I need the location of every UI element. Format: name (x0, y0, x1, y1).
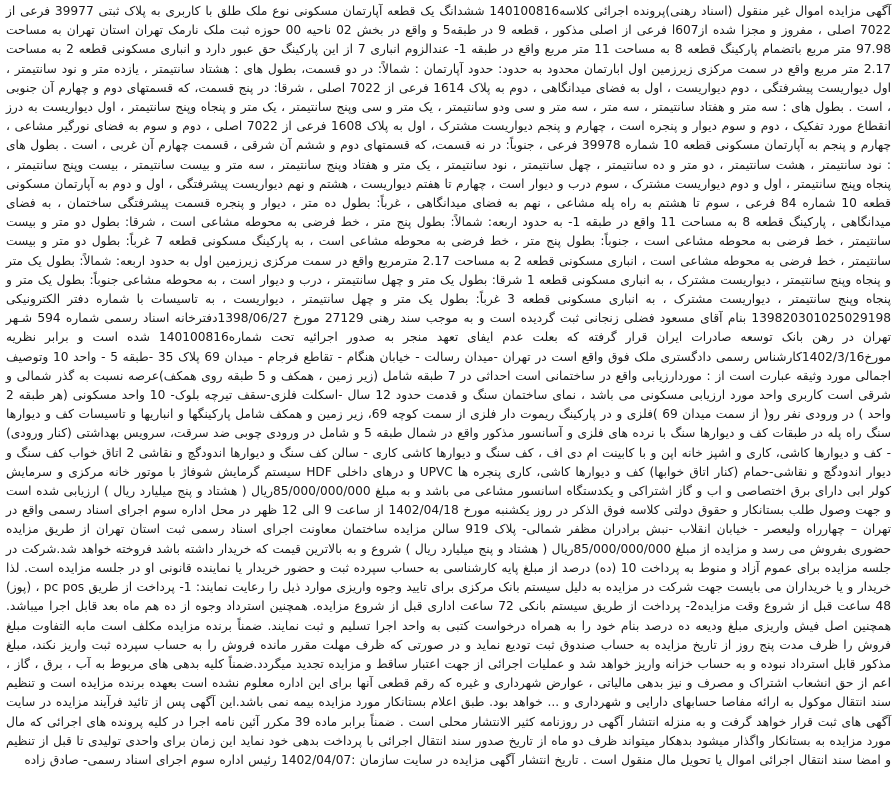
auction-notice-body: آگهی مزایده اموال غیر منقول (اسناد رهنی)پرونده اجرائی کلاسه140100816 ششدانگ یک قطعه آپارتمان مسکونی نوع ملک طلق با کاربری به پلاک ثبتی 39977 فرعی از 7022 اصلی ، مفروز و مجزا شده ازl607 فرعی از اصلی مذکور ، قطعه 9 در طبقه5 و واقع در بخش 02 ناحیه 00 حوزه ثبت ملک نارمک تهران استان تهران به مساحت 97.98 متر مربع باتضمام پارکینگ قطعه 8 به مساحت 11 متر مربع واقع در طبقه 1- عندالزوم انباری 7 از این پارکینگ حق عبور دارد و انباری مسکونی قطعه 2 به مساحت 2.17 متر مربع واقع در سمت مرکزی زیرزمین اول ابارتمان محدود به حدود: حدود آپارتمان : شمالاً: در دو قسمت، بطول های : هشتاد سانتیمتر ، یازده متر و نود سانتیمتر ، اول دیواریست پیشرفتگی ، دوم دیواریست ، اول به فضای میدانگاهی ، دوم به پلاک 1614 فرعی از 7022 اصلی ، شرقا: در پنج قسمت، که قسمتهای دوم و چهارم آن جنوبی ، است . بطول های : سه متر و هفتاد سانتیمتر ، سه متر ، سه متر و سی ودو سانتیمتر ، یک متر و سی وپنج سانتیمتر ، یک متر و پنجاه وپنج سانتیمتر ، اول دیواریست به درز انقطاع مورد تفکیک ، دوم و سوم دیوار و پنجره است ، چهارم و پنجم دیواریست مشترک ، اول به پلاک 1608 فرعی از 7022 اصلی ، دوم و سوم به فضای نورگیر مشاعی ، چهارم و پنجم به آپارتمان مسکونی قطعه 10 شماره 39978 فرعی ، جنوباً: در نه قسمت، که قسمتهای دوم و ششم آن شرقی ، قسمت چهارم آن غربی ، است . بطول های : نود سانتیمتر ، هشت سانتیمتر ، دو متر و ده سانتیمتر ، چهل سانتیمتر ، نود سانتیمتر ، یک متر و هفتاد وپنج سانتیمتر ، سه متر و بیست سانتیمتر ، بیست وپنج سانتیمتر ، پنجاه وپنج سانتیمتر ، اول و دوم دیواریست مشترک ، سوم درب و دیوار است ، چهارم تا هفتم دیواریست ، هشتم و نهم دیواریست پیشرفتگی ، اول و دوم به آپارتمان مسکونی قطعه 10 شماره 84 فرعی ، سوم تا هشتم به راه پله مشاعی ، نهم به فضای میدانگاهی ، غرباً: بطول ده متر ، دیوار و پنجره قسمت پیشرفتگی ساختمان ، به فضای میدانگاهی ، پارکینگ قطعه 8 به مساحت 11 واقع در طبقه 1- به حدود اربعه: شمالاً: بطول پنج متر ، خط فرضی به محوطه مشاعی است ، شرقا: بطول دو متر و بیست سانتیمتر ، خط فرضی به محوطه مشاعی است ، جنوباً: بطول پنج متر ، خط فرضی به محوطه مشاعی است ، به پارکینگ مسکونی قطعه 7 غرباً: بطول دو متر و بیست سانتیمتر ، خط فرضی به محوطه مشاعی است ، انباری مسکونی قطعه 2 به مساحت 2.17 مترمربع واقع در سمت مرکزی زیرزمین اول به حدود اربعه: شمالاً: بطول یک متر و پنجاه وپنج سانتیمتر ، دیواریست مشترک ، به انباری مسکونی قطعه 1 شرقا: بطول یک متر و چهل سانتیمتر ، درب و دیوار است ، به محوطه مشاعی جنوباً: بطول یک متر و پنجاه وپنج سانتیمتر ، دیواریست مشترک ، به انباری مسکونی قطعه 3 غرباً: بطول یک متر و چهل سانتیمتر ، دیواریست ، به تاسیسات با شماره دفتر الکترونیکی 139820301025029198 بنام آقای مسعود فضلی زنجانی ثبت گردیده است و به موجب سند رهنی 27129 مورخ 1398/06/27دفترخانه اسناد رسمی شماره 594 شـهر تهران در رهن بانک توسعه صادرات ایران قرار گرفته که بعلت عدم ایفای تعهد منجر به صدور اجرائیه تحت شماره140100816 شده است و برابر نظریه مورخ1402/3/16کارشناس رسمی دادگستری ملک فوق واقع است در تهران -میدان رسالت - خیابان هنگام - تقاطع فرجام - میدان 69 پلاک 35 -طبقه 5 - واحد 10 وتوصیف اجمالی مورد وثیقه عبارت است از : موردارزیابی واقع در ساختمانی است احداثی در 7 طبقه شامل (زیر زمین ، همکف و 5 طبقه روی همکف)عرصه نسبت به گذر شمالی و شرقی است کاربری واحد مورد ارزیابی مسکونی می باشد ، نمای ساختمان سنگ و قدمت حدود 12 سال -اسکلت فلزی-سقف تیرچه بلوک- 10 واحد مسکونی (هر طبقه 2 واحد ) در ورودی نفر رو( از سمت میدان 69 )فلزی و در پارکینگ ریموت دار فلزی از سمت کوچه 69، زیر زمین و همکف شامل پارکینگها و انباریها و تاسیسات کف و دیوارها سنگ راه پله در طبقات کف و دیوارها سنگ با نرده های فلزی و آسانسور مذکور واقع در شمال طبقه 5 و شامل در ورودی چوبی ضد سرقت، سرویس بهداشتی (کنار ورودی) - کف و دیوارها کاشی، کاری و اشپز خانه اپن و با کابینت ام دی اف ، کف سنگ و دیوارها کاشی کاری - سالن کف سنگ و دیوارها اندودگچ و نقاشی 2 اتاق خواب کف سنگ و دیوار اندودگچ و نقاشی-حمام (کنار اتاق خوابها) کف و دیوارها کاشی، کاری پنجره ها UPVC و درهای داخلی HDF سیستم گرمایش شوفاژ با موتور خانه مرکزی و سرمایش کولر ابی دارای برق اختصاصی و اب و گاز اشتراکی و یکدستگاه اسانسور مشاعی می باشد و به مبلغ 85/000/000/000ریال ( هشتاد و پنج میلیارد ریال ) ارزیابی شده است و جهت وصول طلب بستانکار و حقوق دولتی کلاسه فوق الذکر در روز یکشنبه مورخ 1402/04/18 از ساعت 9 الی 12 ظهر در محل اداره سوم اجرای اسناد رسمی واقع در تهران – چهارراه ولیعصر - خیابان انقلاب -نبش برادران مظفر شمالی- پلاک 919 سالن مزایده ساختمان معاونت اجرای اسناد رسمی ثبت استان تهران از طریق مزایده حضوری بفروش می رسد و مزایده از مبلغ 85/000/000/000ریال ( هشتاد و پنج میلیارد ریال ) شروع و به بالاترین قیمت که خریدار داشته باشد فروخته خواهد شد.شرکت در جلسه مزایده برای عموم آزاد و منوط به پرداخت 10 (ده) درصد از مبلغ پایه کارشناسی به حساب سپرده ثبت و حضور خریدار یا نماینده قانونی او در جلسه مزایده است. لذا خریدار و یا خریداران می بایست جهت شرکت در مزایده به دلیل سیستم بانک مرکزی برای تایید وجوه واریزی موارد ذیل را رعایت نمایند: 1- پرداخت از طریق pc pos ، (پوز) 48 ساعت قبل از شروع وقت مزایده2- پرداخت از طریق سیستم بانکی 72 ساعت اداری قبل از شروع مزایده. همچنین استرداد وجوه از ده هم ماه بعد قابل اجرا میباشد. همچنین اصل فیش واریزی مبلغ ودیعه ده درصد بنام خود را به همراه درخواست کتبی به واحد اجرا تسلیم و ثبت نمایند. ضمناً برنده مزایده مکلف است مابه التفاوت مبلغ فروش را ظرف مدت پنج روز از تاریخ مزایده به حساب صندوق ثبت تودیع نماید و در صورتی که ظرف مهلت مقرر مانده فروش را به حساب سپرده ثبت واریز نکند، مبلغ مذکور قابل استرداد نبوده و به حساب خزانه واریز خواهد شد و عملیات اجرائی از جهت اعتبار ساقط و مزایده تجدید میگردد.ضمناً کلیه بدهی های مربوط به آب ، برق ، گاز ، اعم از حق انشعاب اشتراک و مصرف و نیز بدهی مالیاتی ، عوارض شهرداری و غیره که رقم قطعی آنها برای این اداره معلوم نشده است بعهده برنده مزایده است و تنظیم سند انتقال موکول به ارائه مفاصا حسابهای دارایی و شهرداری و ... خواهد بود. طبق اعلام بستانکار مورد مزایده بیمه نمی باشد.این آگهی پس از تائید فرآیند مزایده در سایت آگهی های ثبت قرار خواهد گرفت و به منزله انتشار آگهی در روزنامه کثیر الانتشار محلی است . ضمناً برابر ماده 39 مکرر آئین نامه اجرا در کلیه پرونده های اجرائی که مال مورد مزایده به بستانکار واگذار میشود بدهکار میتواند ظرف دو ماه از تاریخ صدور سند انتقال اجرائی با پرداخت بدهی خود نماید این زمان برای واحدی تولیدی تا قبل از تنظیم و امضا سند انتقال اجرائی اموال یا تحویل مال منقول است . تاریخ انتشار آگهی مزایده در سایت سازمان :1402/04/07 رئیس اداره سوم اجرای اسناد رسمی- صادق زاده (6, 4, 892, 767)
